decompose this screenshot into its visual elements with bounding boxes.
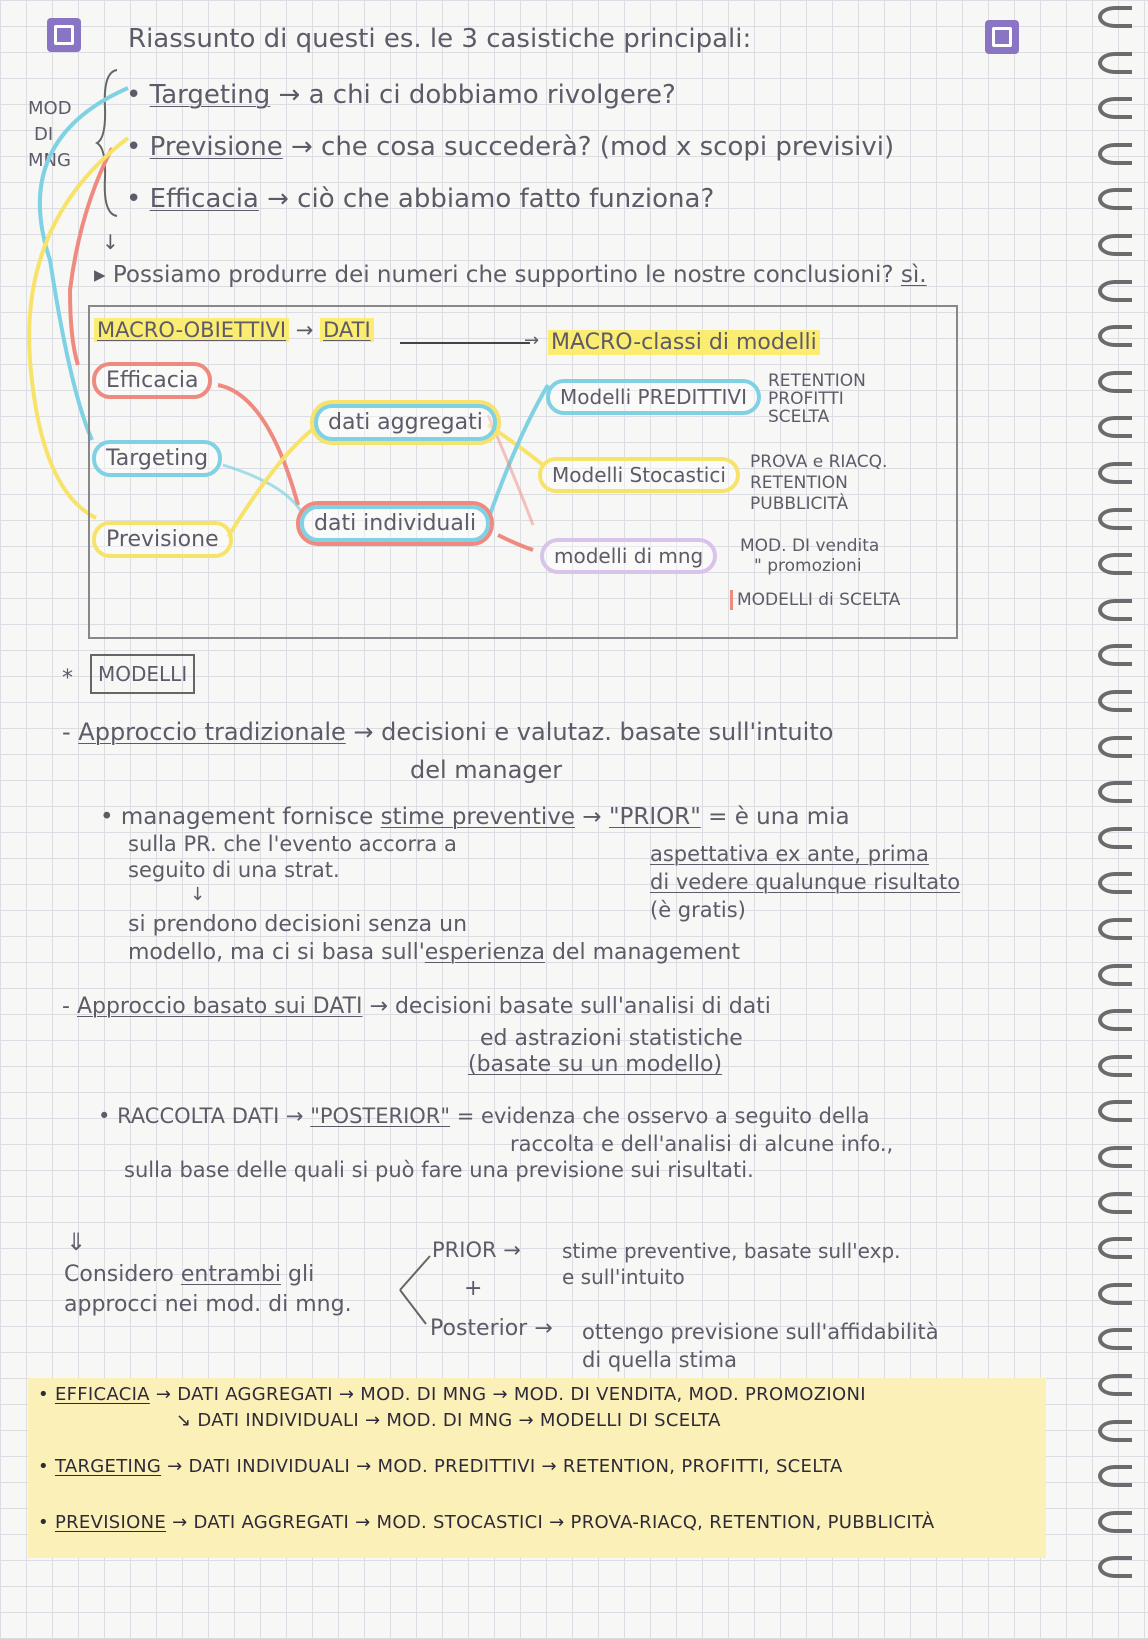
spiral-ring <box>1098 280 1132 302</box>
posterior-desc: ottengo previsione sull'affidabilità di quella stima <box>582 1320 939 1372</box>
data-approach-line: - Approccio basato sui DATI → decisioni basate sull'analisi di dati <box>62 994 771 1019</box>
final-down-arrow-icon: ⇓ <box>66 1228 87 1256</box>
spiral-ring <box>1098 599 1132 621</box>
prior-definition: aspettativa ex ante, prima di vedere qualunque risultato (è gratis) <box>650 842 961 922</box>
spiral-ring <box>1098 1420 1132 1442</box>
final-line1: Considero entrambi gli <box>64 1262 315 1287</box>
spiral-ring <box>1098 1465 1132 1487</box>
spiral-ring <box>1098 690 1132 712</box>
spiral-ring <box>1098 918 1132 940</box>
spiral-ring <box>1098 1328 1132 1350</box>
pred-sub-list: RETENTION PROFITTI SCELTA <box>768 371 866 427</box>
spiral-ring <box>1098 1192 1132 1214</box>
spiral-ring <box>1098 1146 1132 1168</box>
summary-efficacia: • EFFICACIA → DATI AGGREGATI → MOD. DI MNG → MOD. DI VENDITA, MOD. PROMOZIONI <box>38 1384 866 1405</box>
header-arrow-icon: → <box>524 330 540 351</box>
node-modelli-stocastici: Modelli Stocastici <box>538 457 740 493</box>
spiral-ring <box>1098 1556 1132 1578</box>
corner-mark-icon-right <box>985 20 1019 54</box>
header-classi: MACRO-classi di modelli <box>548 330 820 355</box>
trad-bullet-line3: seguito di una strat. <box>128 858 340 882</box>
node-modelli-predittivi: Modelli PREDITTIVI <box>546 379 761 415</box>
mng-sub-scelta: MODELLI di SCELTA <box>730 590 900 610</box>
node-efficacia: Efficacia <box>92 362 212 399</box>
spiral-ring <box>1098 462 1132 484</box>
stoc-sub-list: PROVA e RIACQ. RETENTION PUBBLICITÀ <box>750 452 888 514</box>
spiral-ring <box>1098 1283 1132 1305</box>
prior-desc: stime preventive, basate sull'exp. e sull'intuito <box>562 1239 901 1289</box>
question-line: ▸ Possiamo produrre dei numeri che supportino le nostre conclusioni? sì. <box>94 262 927 288</box>
star-mark: * <box>62 666 73 691</box>
trad-conclusion-line1: si prendono decisioni senza un <box>128 912 468 937</box>
summary-previsione: • PREVISIONE → DATI AGGREGATI → MOD. STOCASTICI → PROVA-RIACQ, RETENTION, PUBBLICITÀ <box>38 1512 935 1533</box>
node-targeting: Targeting <box>92 440 222 477</box>
node-dati-individuali: dati individuali <box>300 505 490 542</box>
spiral-ring <box>1098 644 1132 666</box>
spiral-ring <box>1098 188 1132 210</box>
node-previsione: Previsione <box>92 521 233 558</box>
spiral-ring <box>1098 1237 1132 1259</box>
modelli-label: MODELLI <box>90 654 195 694</box>
data-approach-line2: ed astrazioni statistiche <box>480 1026 743 1051</box>
spiral-ring <box>1098 1100 1132 1122</box>
final-line2: approcci nei mod. di mng. <box>64 1292 352 1317</box>
prior-line: PRIOR → <box>432 1238 521 1262</box>
diagram-header: MACRO-OBIETTIVI → DATI <box>94 318 374 342</box>
data-bullet-line3: sulla base delle quali si può fare una previsione sui risultati. <box>124 1158 754 1182</box>
spiral-ring <box>1098 1055 1132 1077</box>
page-title: Riassunto di questi es. le 3 casistiche principali: <box>128 24 752 54</box>
trad-down-arrow-icon: ↓ <box>190 884 206 905</box>
case-efficacia: • Efficacia → ciò che abbiamo fatto funziona? <box>126 184 715 214</box>
spiral-ring <box>1098 143 1132 165</box>
data-bullet-line2: raccolta e dell'analisi di alcune info., <box>510 1132 894 1156</box>
node-modelli-mng: modelli di mng <box>540 538 717 574</box>
data-approach-line3: (basate su un modello) <box>468 1052 723 1077</box>
data-bullet-line1: • RACCOLTA DATI → "POSTERIOR" = evidenza che osservo a seguito della <box>98 1104 870 1128</box>
spiral-ring <box>1098 508 1132 530</box>
trad-bullet-line2: sulla PR. che l'evento accorra a <box>128 832 457 856</box>
spiral-ring <box>1098 97 1132 119</box>
case-targeting: • Targeting → a chi ci dobbiamo rivolgere? <box>126 80 676 110</box>
down-arrow-icon: ↓ <box>102 230 119 254</box>
trad-bullet-line1: • management fornisce stime preventive → "PRIOR" = è una mia <box>100 804 850 830</box>
trad-conclusion-line2: modello, ma ci si basa sull'esperienza del management <box>128 940 740 965</box>
spiral-ring <box>1098 371 1132 393</box>
spiral-ring <box>1098 234 1132 256</box>
spiral-ring <box>1098 325 1132 347</box>
case-previsione: • Previsione → che cosa succederà? (mod x scopi previsivi) <box>126 132 895 162</box>
spiral-ring <box>1098 872 1132 894</box>
spiral-ring <box>1098 1374 1132 1396</box>
summary-efficacia-branch: ↘ DATI INDIVIDUALI → MOD. DI MNG → MODELLI DI SCELTA <box>176 1410 721 1431</box>
spiral-binding <box>1092 0 1138 1639</box>
spiral-ring <box>1098 1511 1132 1533</box>
spiral-ring <box>1098 1009 1132 1031</box>
trad-approach-line: - Approccio tradizionale → decisioni e valutaz. basate sull'intuito <box>62 718 834 746</box>
plus-sign: + <box>464 1276 483 1301</box>
side-note: MOD DI MNG <box>28 98 72 171</box>
posterior-line: Posterior → <box>430 1316 553 1341</box>
node-dati-aggregati: dati aggregati <box>314 404 497 441</box>
summary-targeting: • TARGETING → DATI INDIVIDUALI → MOD. PREDITTIVI → RETENTION, PROFITTI, SCELTA <box>38 1456 843 1477</box>
spiral-ring <box>1098 964 1132 986</box>
spiral-ring <box>1098 781 1132 803</box>
spiral-ring <box>1098 416 1132 438</box>
mng-sub-list: MOD. DI vendita " promozioni <box>740 536 880 576</box>
trad-approach-line2: del manager <box>410 756 563 784</box>
spiral-ring <box>1098 6 1132 28</box>
spiral-ring <box>1098 827 1132 849</box>
corner-mark-icon-left <box>47 18 81 52</box>
spiral-ring <box>1098 736 1132 758</box>
spiral-ring <box>1098 52 1132 74</box>
spiral-ring <box>1098 553 1132 575</box>
